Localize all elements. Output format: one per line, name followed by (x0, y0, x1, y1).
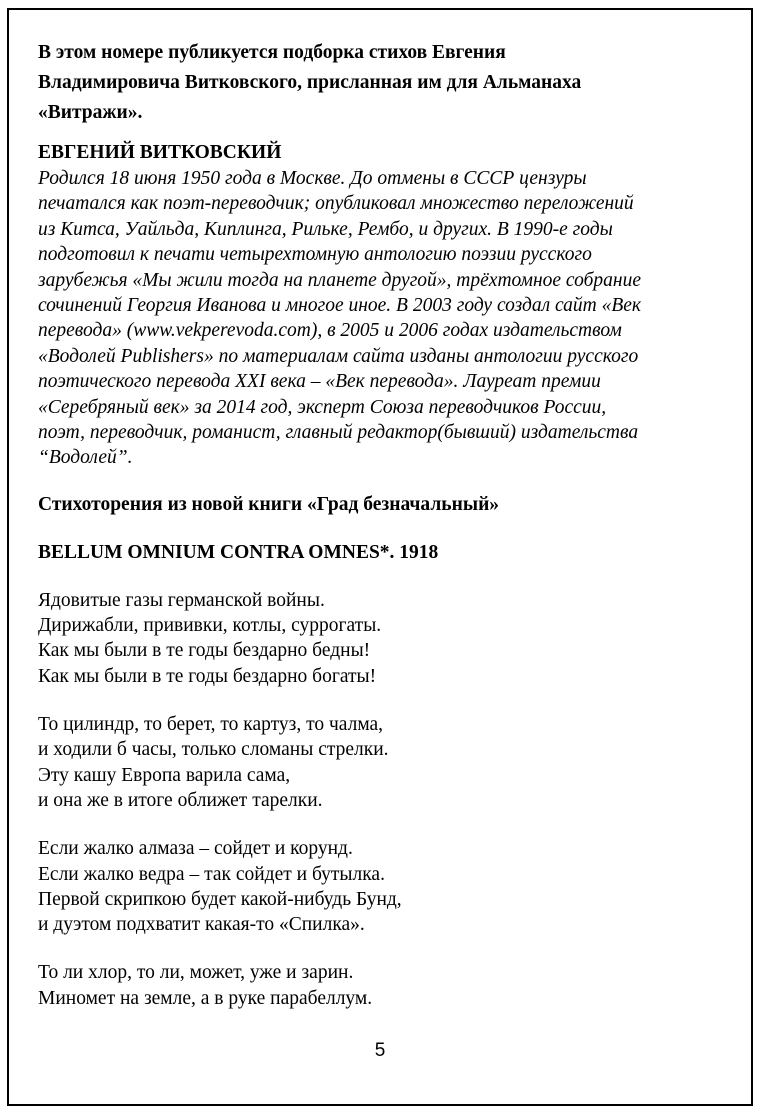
bio-line: Родился 18 июня 1950 года в Москве. До отмены в СССР цензуры (38, 168, 587, 189)
bio-line: поэтического перевода XXI века – «Век перевода». Лауреат премии (38, 371, 601, 393)
bio-line: сочинений Георгия Иванова и многое иное. В 2003 году создал сайт «Век (38, 295, 642, 317)
verse-line: и ходили б часы, только сломаны стрелки. (38, 739, 389, 761)
bio-line: печатался как поэт-переводчик; опубликовал множество переложений (38, 193, 634, 215)
author-name: ЕВГЕНИЙ ВИТКОВСКИЙ (38, 142, 282, 163)
verse-line: Если жалко алмаза – сойдет и корунд. (38, 838, 353, 860)
page-number: 5 (374, 1040, 386, 1061)
intro-paragraph (38, 38, 738, 128)
stanza (38, 588, 738, 689)
verse-line: Дирижабли, прививки, котлы, суррогаты. (38, 615, 382, 637)
verse-line: и дуэтом подхватит какая-то «Спилка». (38, 914, 365, 936)
stanza (38, 712, 738, 813)
verse-line: То ли хлор, то ли, может, уже и зарин. (38, 962, 354, 984)
bio-line: перевода» (www.vekperevoda.com), в 2005 и 2006 годах издательством (38, 320, 622, 342)
bio-line: “Водолей”. (38, 447, 133, 469)
verse-line: Первой скрипкою будет какой-нибудь Бунд, (38, 888, 402, 910)
bio-line: «Серебряный век» за 2014 год, эксперт Союза переводчиков России, (38, 396, 607, 418)
stanza (38, 960, 738, 1011)
bio-line: зарубежья «Мы жили тогда на планете другой», трёхтомное собрание (38, 269, 641, 291)
page-frame (7, 8, 753, 1106)
bio-line: из Китса, Уайльда, Киплинга, Рильке, Рембо, и других. В 1990-е годы (38, 218, 613, 240)
poem-title: BELLUM OMNIUM CONTRA OMNES*. 1918 (38, 541, 439, 563)
verse-line: и она же в итоге оближет тарелки. (38, 789, 323, 811)
bio-line: подготовил к печати четырехтомную антологию поэзии русского (38, 244, 592, 266)
verse-line: Эту кашу Европа варила сама, (38, 764, 291, 786)
verse-line: Как мы были в те годы бездарно богаты! (38, 665, 377, 687)
stanza (38, 836, 738, 937)
verse-line: Ядовитые газы германской войны. (38, 589, 325, 611)
verse-line: Если жалко ведра – так сойдет и бутылка. (38, 863, 385, 885)
verse-line: Как мы были в те годы бездарно бедны! (38, 640, 371, 662)
intro-line: В этом номере публикуется подборка стихов Евгения (38, 42, 506, 63)
intro-line: «Витражи». (38, 102, 143, 123)
collection-heading: Стихоторения из новой книги «Град безначальный» (38, 493, 500, 515)
verse-line: То цилиндр, то берет, то картуз, то чалма, (38, 714, 384, 736)
intro-line: Владимировича Витковского, присланная им для Альманаха (38, 72, 582, 93)
verse-line: Миномет на земле, а в руке парабеллум. (38, 987, 373, 1009)
page-content (38, 38, 738, 1034)
author-bio (38, 166, 738, 471)
poem-body (38, 588, 738, 1011)
bio-line: поэт, переводчик, романист, главный редактор(бывший) издательства (38, 422, 639, 444)
bio-line: «Водолей Publishers» по материалам сайта изданы антологии русского (38, 345, 639, 367)
